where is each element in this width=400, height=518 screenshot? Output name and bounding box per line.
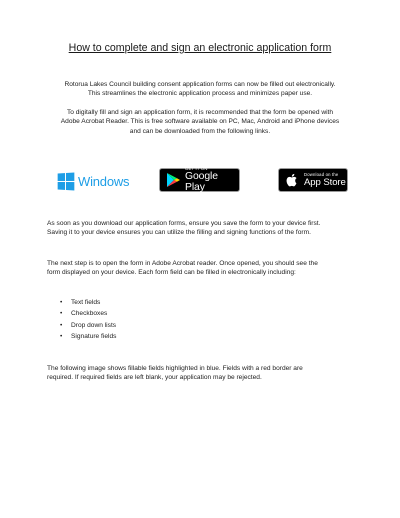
apple-icon [284, 172, 300, 188]
list-item [60, 320, 116, 331]
list-item-label: Drop down lists [71, 321, 117, 329]
field-types-list [60, 297, 116, 343]
windows-logo-icon [58, 172, 75, 190]
save-paragraph [47, 219, 367, 238]
software-paragraph [40, 108, 360, 136]
software-line: Adobe Acrobat Reader. This is free software available on PC, Mac, Android and iPhone devices [60, 118, 340, 126]
list-item-label: Text fields [71, 299, 101, 306]
open-paragraph [47, 259, 367, 278]
bullet: • [60, 321, 63, 329]
download-links [0, 168, 400, 194]
open-line: form displayed on your device. Each form field can be filled in electronically including: [47, 269, 296, 277]
intro-line: This streamlines the electronic application process and minimizes paper use. [87, 90, 313, 98]
save-line: Saving it to your device ensures you can utilize the filling and signing functions of the form. [47, 229, 311, 237]
list-item-label: Signature fields [71, 333, 117, 341]
windows-download-link[interactable] [57, 172, 129, 190]
open-line: The next step is to open the form in Adobe Acrobat reader. Once opened, you should see the [47, 260, 318, 267]
intro-line: Rotorua Lakes Council building consent application forms can now be filled out electronically. [64, 81, 336, 88]
save-line: As soon as you download our application forms, ensure you save the form to your device first. [47, 220, 321, 227]
fillable-paragraph [47, 364, 367, 383]
fillable-line: The following image shows fillable fields highlighted in blue. Fields with a red border are [47, 365, 303, 372]
windows-label: Windows [78, 173, 130, 189]
list-item-label: Checkboxes [71, 310, 108, 318]
intro-paragraph [40, 80, 360, 99]
list-item [60, 308, 116, 319]
list-item [60, 297, 116, 308]
app-store-badge[interactable] [278, 168, 348, 192]
app-store-small-label: Download on the [304, 171, 339, 177]
app-store-label: App Store [304, 176, 346, 188]
google-play-icon [165, 172, 181, 188]
software-line: To digitally fill and sign an application form, it is recommended that the form be opened with [66, 109, 334, 116]
fillable-line: required. If required fields are left blank, your application may be rejected. [47, 374, 262, 382]
bullet: • [60, 299, 63, 306]
google-play-label: Google Play [185, 171, 218, 193]
bullet: • [60, 310, 63, 318]
google-play-small-label: GET IT ON [185, 166, 208, 171]
software-line: and can be downloaded from the following links. [129, 127, 271, 135]
page-title: How to complete and sign an electronic application form [68, 42, 332, 54]
list-item [60, 331, 116, 342]
bullet: • [60, 333, 63, 341]
google-play-badge[interactable] [159, 168, 240, 192]
